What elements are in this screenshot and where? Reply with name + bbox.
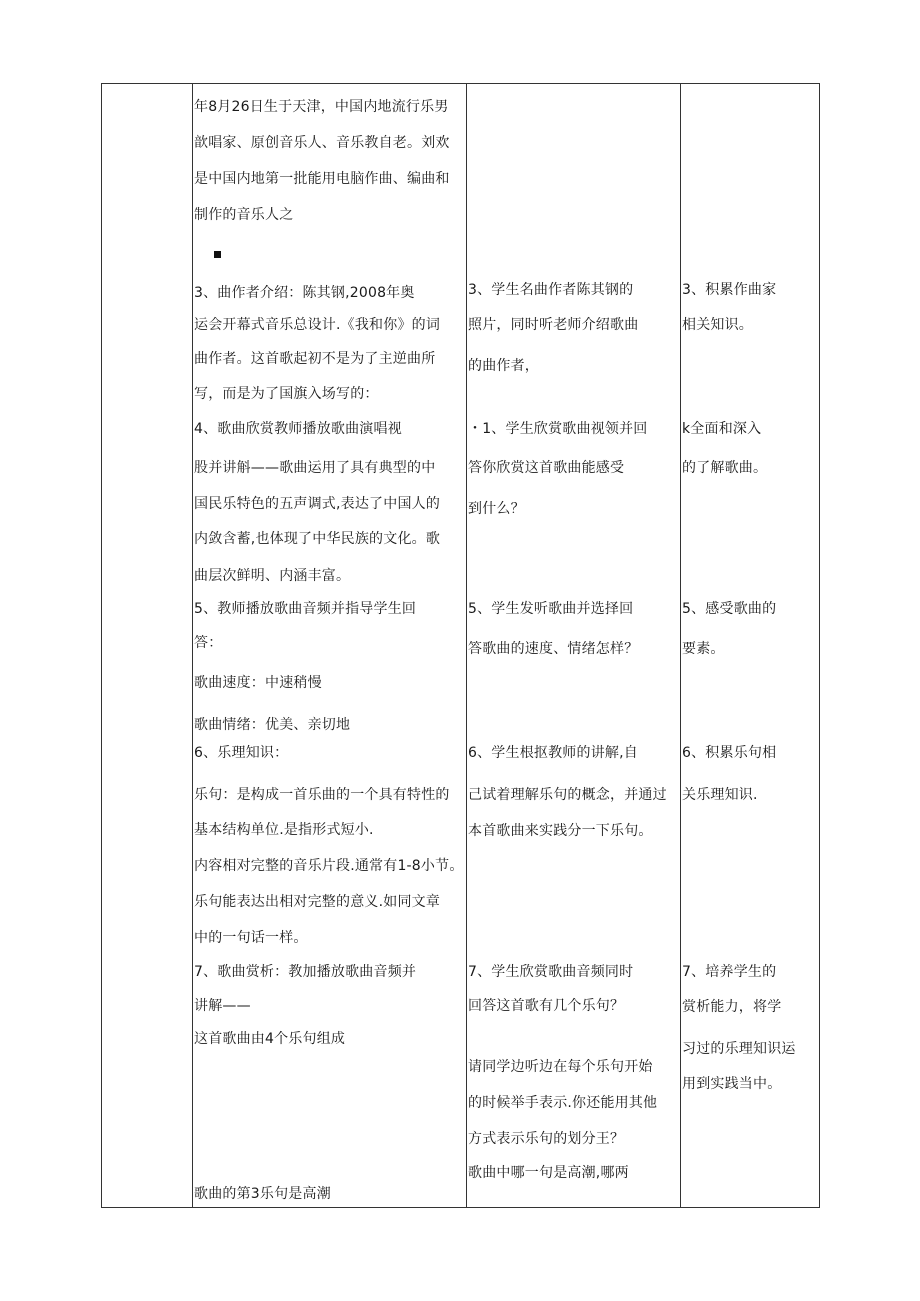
- intent-text-line: k全面和深入: [682, 421, 762, 437]
- teacher-text-line: 股并讲斛——歌曲运用了具有典型的中: [194, 460, 436, 476]
- teacher-text-line: 曲作者。这首歌起初不是为了主逆曲所: [194, 351, 436, 367]
- teacher-text-line: 这首歌曲由4个乐句组成: [194, 1031, 346, 1047]
- teacher-text-line: 6、乐理知识：: [194, 745, 289, 761]
- student-text-line: 照片，同时听老师介绍歌曲: [468, 317, 639, 333]
- teacher-text-line: 内敛含蓄,也体现了中华民族的文化。歌: [194, 531, 441, 547]
- student-text-line: 方式表示乐句的划分王？: [468, 1131, 625, 1147]
- student-text-line: 答你欣赏这首歌曲能感受: [468, 460, 625, 476]
- student-text-line: 的曲作者，: [468, 358, 539, 374]
- teacher-text-line: 中的一句话一样。: [194, 930, 308, 946]
- teacher-text-line: 讲解——: [194, 998, 251, 1014]
- teacher-text-line: 乐句能表达出相对完整的意义.如同文章: [194, 894, 441, 910]
- student-text-line: 己试着理解乐句的概念，并通过: [468, 787, 667, 803]
- teacher-text-line: 4、歌曲欣赏教师播放歌曲演唱视: [194, 421, 402, 437]
- teacher-text-line: 歆唱家、原创音乐人、音乐教自老。刘欢: [194, 135, 450, 151]
- teacher-text-line: 曲层次鲜明、内涵丰富。: [194, 568, 351, 584]
- intent-text-line: 6、积累乐句相: [682, 745, 777, 761]
- column-divider: [466, 83, 467, 1208]
- intent-text-line: 相关知识。: [682, 317, 753, 333]
- student-text-line: ・1、学生欣赏歌曲视领并回: [468, 421, 648, 437]
- student-text-line: 请同学边听边在每个乐句开始: [468, 1059, 653, 1075]
- student-text-line: 3、学生名曲作者陈其钢的: [468, 282, 634, 298]
- teacher-text-line: 年8月26日生于天津，中国内地流行乐男: [194, 99, 449, 115]
- intent-text-line: 关乐理知识.: [682, 787, 758, 803]
- teacher-text-line: 基本结构单位.是指形式短小.: [194, 822, 374, 838]
- intent-text-line: 习过的乐理知识运: [682, 1041, 796, 1057]
- intent-text-line: 的了解歌曲。: [682, 460, 768, 476]
- student-text-line: 6、学生根抠教师的讲解,自: [468, 745, 638, 761]
- teacher-text-line: 5、教师播放歌曲音频并指导学生回: [194, 601, 417, 617]
- teacher-text-line: 乐句：是构成一首乐曲的一个具有特性的: [194, 787, 450, 803]
- intent-text-line: 用到实践当中。: [682, 1076, 782, 1092]
- intent-text-line: 3、积累作曲家: [682, 282, 777, 298]
- student-text-line: 答歌曲的速度、情绪怎样？: [468, 641, 639, 657]
- teacher-text-line: 歌曲速度：中速稍慢: [194, 675, 322, 691]
- student-text-line: 回答这首歌有几个乐句？: [468, 998, 625, 1014]
- teacher-text-line: 歌曲情绪：优美、亲切地: [194, 717, 351, 733]
- teacher-text-line: 内容相对完整的音乐片段.通常有1-8小节。: [194, 858, 464, 874]
- teacher-text-line: 歌曲的第3乐句是高潮: [194, 1186, 331, 1202]
- teacher-text-line: 制作的音乐人之: [194, 207, 294, 223]
- intent-text-line: 5、感受歌曲的: [682, 601, 777, 617]
- bullet-square: [214, 251, 221, 258]
- column-divider: [680, 83, 681, 1208]
- student-text-line: 歌曲中哪一句是高潮,哪两: [468, 1165, 629, 1181]
- intent-text-line: 7、培养学生的: [682, 964, 777, 980]
- teacher-text-line: 写，而是为了国旗入场写的：: [194, 386, 379, 402]
- student-text-line: 到什么？: [468, 501, 525, 517]
- teacher-text-line: 3、曲作者介绍：陈其钢,2008年奥: [194, 285, 415, 301]
- student-text-line: 5、学生发听歌曲并选择回: [468, 601, 634, 617]
- student-text-line: 的时候举手表示.你还能用其他: [468, 1095, 658, 1111]
- teacher-text-line: 7、歌曲赏析：教加播放歌曲音频并: [194, 964, 417, 980]
- student-text-line: 7、学生欣赏歌曲音频同时: [468, 964, 634, 980]
- teacher-text-line: 运会开幕式音乐总设计.《我和你》的词: [194, 317, 441, 333]
- teacher-text-line: 是中国内地第一批能用电脑作曲、编曲和: [194, 171, 450, 187]
- intent-text-line: 要素。: [682, 641, 725, 657]
- teacher-text-line: 答：: [194, 635, 223, 651]
- column-divider: [192, 83, 193, 1208]
- teacher-text-line: 国民乐特色的五声调式,表达了中国人的: [194, 496, 441, 512]
- student-text-line: 本首歌曲来实践分一下乐句。: [468, 823, 653, 839]
- intent-text-line: 赏析能力，将学: [682, 999, 782, 1015]
